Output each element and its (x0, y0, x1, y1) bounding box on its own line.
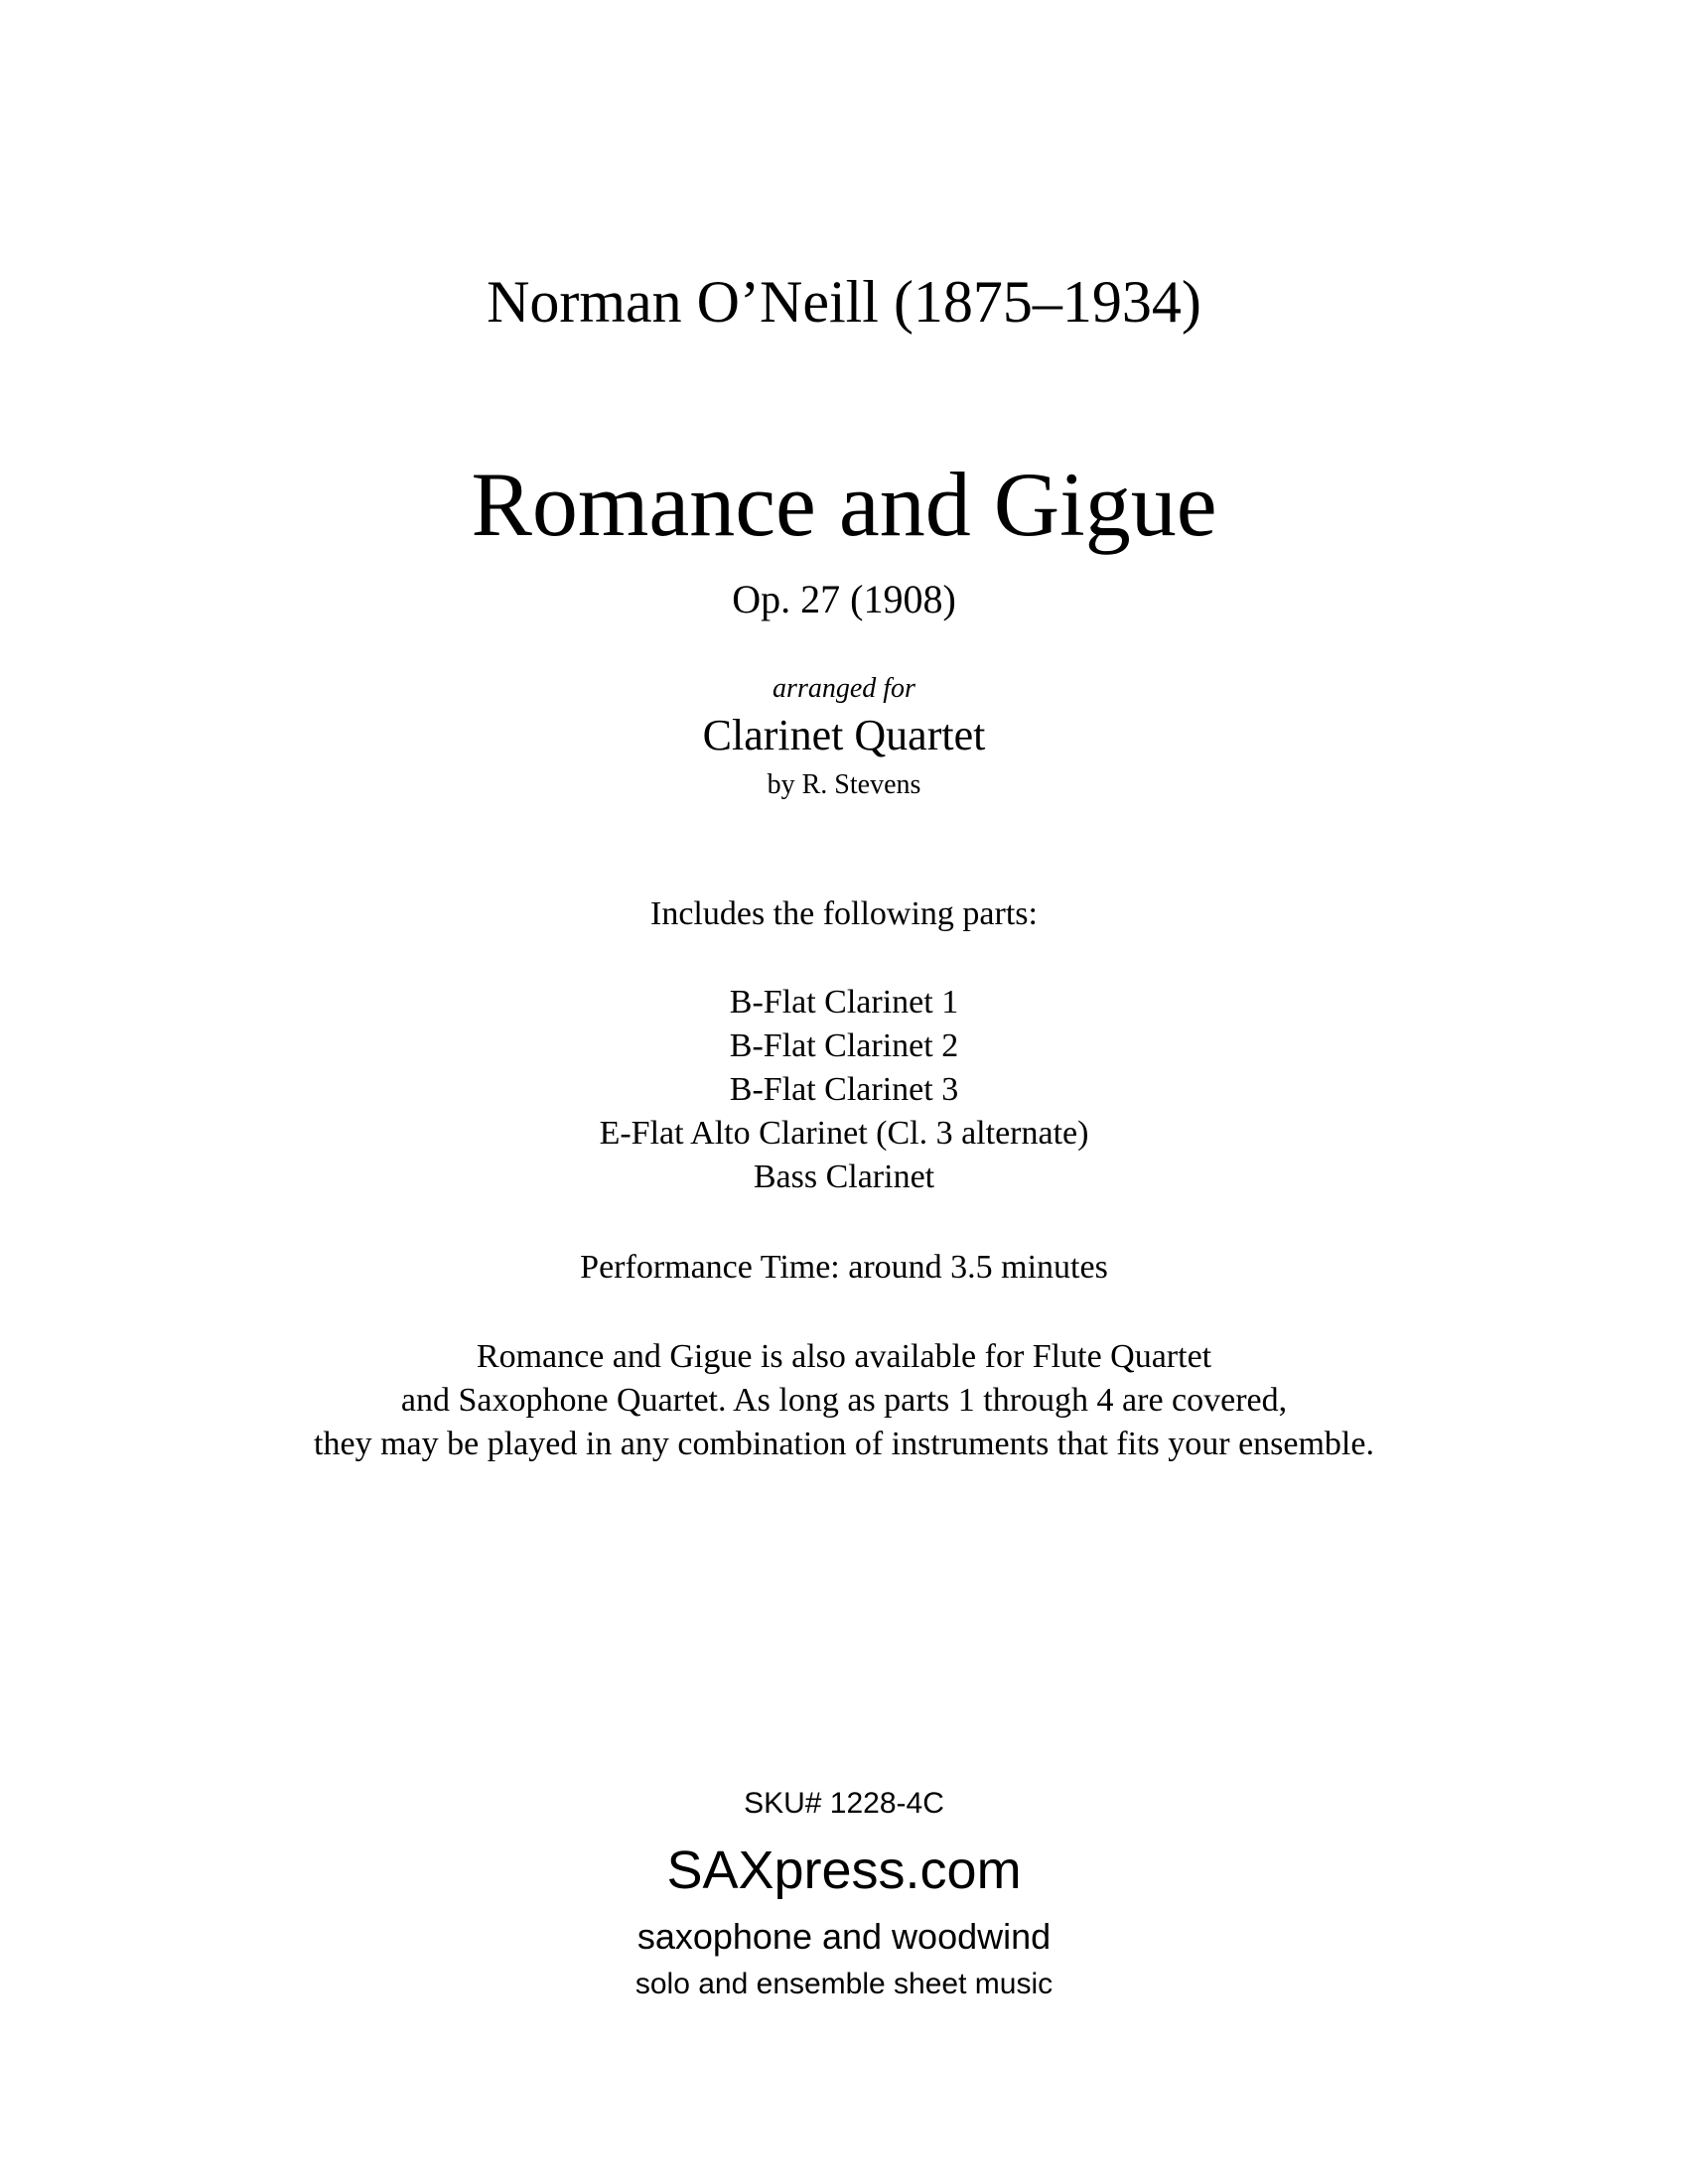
note-line: Romance and Gigue is also available for Flute Quartet (476, 1338, 1212, 1375)
availability-note (0, 1335, 1688, 1466)
publisher-subtagline: solo and ensemble sheet music (634, 1968, 1054, 2000)
arranged-for-label: arranged for (773, 673, 915, 704)
piece-title: Romance and Gigue (471, 454, 1217, 555)
composer-name: Norman O’Neill (1875–1934) (487, 269, 1201, 335)
part-item: E-Flat Alto Clarinet (Cl. 3 alternate) (599, 1115, 1089, 1152)
performance-time: Performance Time: around 3.5 minutes (580, 1249, 1108, 1286)
ensemble-name: Clarinet Quartet (702, 711, 986, 759)
part-item: B-Flat Clarinet 1 (729, 984, 959, 1021)
publisher-tagline: saxophone and woodwind (636, 1916, 1052, 1957)
part-item: Bass Clarinet (753, 1159, 935, 1195)
parts-list (0, 981, 1688, 1199)
note-line: they may be played in any combination of instruments that fits your ensemble. (314, 1426, 1374, 1462)
opus-number: Op. 27 (1908) (732, 577, 956, 621)
sku-number: SKU# 1228-4C (744, 1787, 944, 1820)
arranger-name: by R. Stevens (767, 769, 921, 800)
part-item: B-Flat Clarinet 2 (729, 1027, 959, 1064)
publisher-website: SAXpress.com (666, 1841, 1022, 1900)
part-item: B-Flat Clarinet 3 (729, 1071, 959, 1108)
includes-heading: Includes the following parts: (650, 895, 1038, 932)
note-line: and Saxophone Quartet. As long as parts 1 through 4 are covered, (400, 1382, 1288, 1419)
